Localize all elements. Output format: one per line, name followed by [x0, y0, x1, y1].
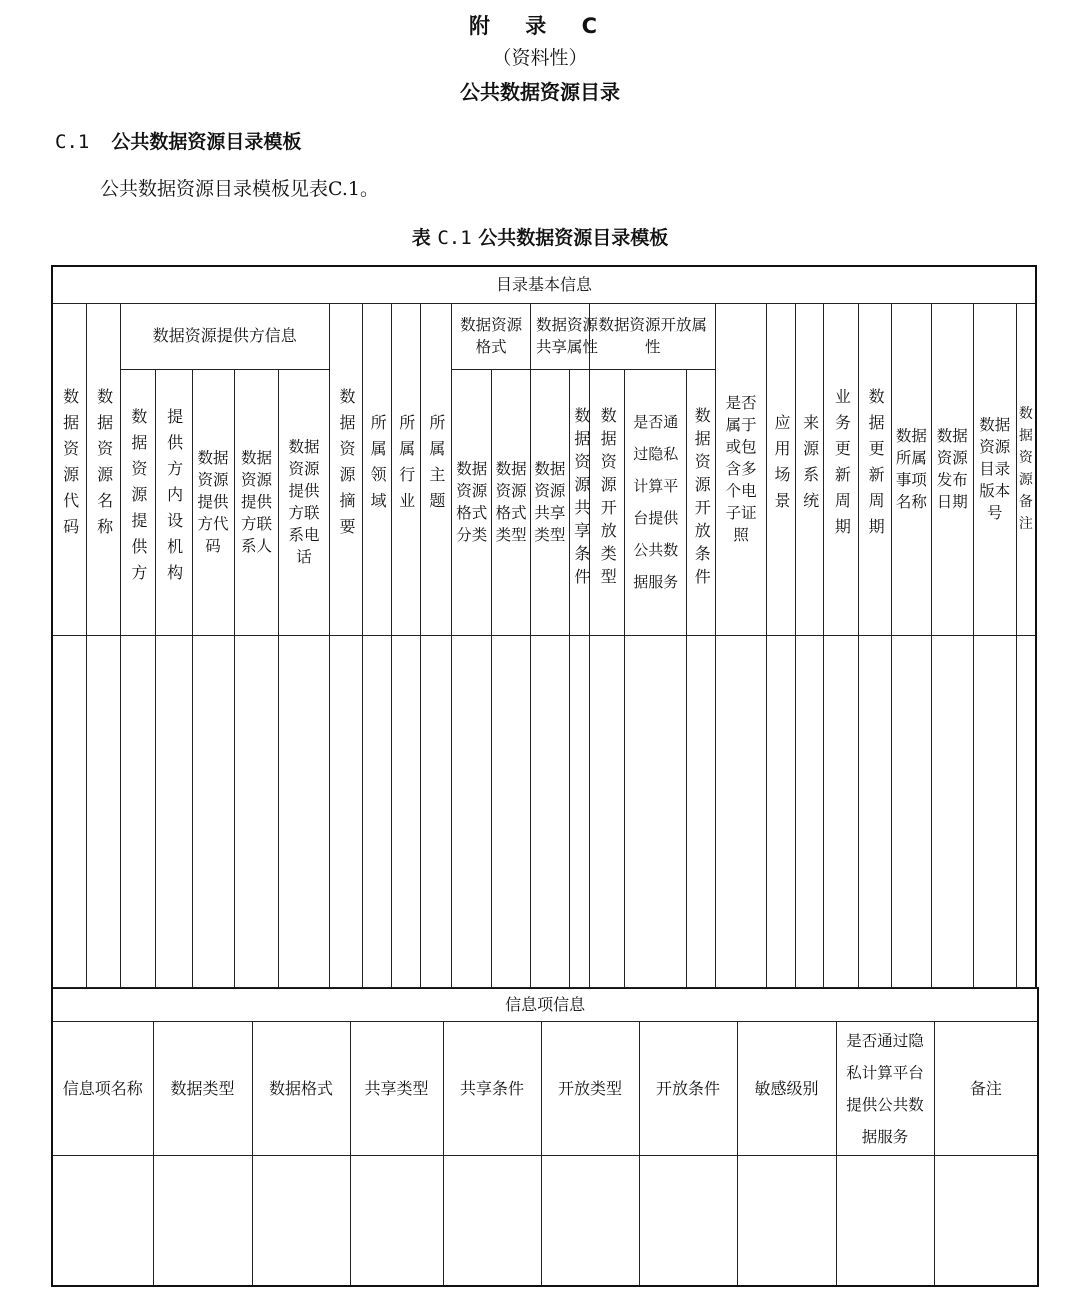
basic-data-row	[52, 635, 1036, 988]
group-open: 数据资源开放属性	[590, 303, 716, 369]
col-name: 数据资源名称	[87, 303, 121, 635]
group-provider: 数据资源提供方信息	[121, 303, 330, 369]
group-share: 数据资源共享属性	[531, 303, 590, 369]
section-title: 公共数据资源目录模板	[111, 131, 302, 153]
item-col-privacy-service: 是否通过隐私计算平台提供公共数据服务	[836, 1022, 934, 1156]
col-provider-org: 数据资源提供方	[121, 369, 156, 635]
basic-info-title: 目录基本信息	[52, 266, 1036, 303]
item-data-row	[52, 1156, 1038, 1286]
info-item-title: 信息项信息	[52, 988, 1038, 1022]
col-publish-date: 数据资源发布日期	[931, 303, 973, 635]
item-col-share-type: 共享类型	[350, 1022, 443, 1156]
caption-prefix: 表	[411, 227, 431, 249]
col-remark: 数据资源备注	[1016, 303, 1036, 635]
col-open-type: 数据资源开放类型	[590, 369, 625, 635]
col-version: 数据资源目录版本号	[973, 303, 1016, 635]
col-update-cycle: 业务更新周期	[824, 303, 859, 635]
section-number: C.1	[55, 131, 90, 153]
col-code: 数据资源代码	[52, 303, 87, 635]
section-heading	[55, 127, 301, 154]
col-privacy-service: 是否通过隐私计算平台提供公共数据服务	[625, 369, 687, 635]
item-col-data-type: 数据类型	[153, 1022, 252, 1156]
col-provider-dept: 提供方内设机构	[155, 369, 192, 635]
item-col-data-format: 数据格式	[252, 1022, 350, 1156]
col-format-type: 数据资源格式类型	[492, 369, 531, 635]
col-share-type: 数据资源共享类型	[531, 369, 570, 635]
appendix-title: 公共数据资源目录	[460, 80, 620, 104]
col-share-condition: 数据资源共享条件	[569, 369, 589, 635]
group-format: 数据资源格式	[452, 303, 531, 369]
col-matter-name: 数据所属事项名称	[891, 303, 931, 635]
item-col-share-condition: 共享条件	[443, 1022, 541, 1156]
appendix-label: 附 录 C	[468, 14, 612, 38]
col-topic: 所属主题	[420, 303, 452, 635]
item-col-remark: 备注	[934, 1022, 1038, 1156]
col-provider-contact: 数据资源提供方联系人	[234, 369, 279, 635]
col-provider-code: 数据资源提供方代码	[192, 369, 234, 635]
item-col-name: 信息项名称	[52, 1022, 153, 1156]
col-e-certificate: 是否属于或包含多个电子证照	[716, 303, 767, 635]
item-col-open-condition: 开放条件	[639, 1022, 737, 1156]
item-col-sensitivity: 敏感级别	[737, 1022, 836, 1156]
info-item-table	[51, 987, 1039, 1287]
item-col-open-type: 开放类型	[541, 1022, 639, 1156]
col-summary: 数据资源摘要	[329, 303, 363, 635]
table-caption	[0, 223, 1080, 250]
col-data-update-cycle: 数据更新周期	[859, 303, 892, 635]
catalog-basic-table	[51, 265, 1037, 989]
col-field: 所属领域	[363, 303, 392, 635]
col-format-category: 数据资源格式分类	[452, 369, 492, 635]
body-paragraph: 公共数据资源目录模板见表C.1。	[100, 178, 379, 200]
col-provider-phone: 数据资源提供方联系电话	[279, 369, 329, 635]
caption-title: 公共数据资源目录模板	[478, 227, 669, 249]
col-open-condition: 数据资源开放条件	[687, 369, 716, 635]
caption-number: C.1	[437, 227, 472, 249]
col-source-system: 来源系统	[795, 303, 824, 635]
col-scenario: 应用场景	[767, 303, 796, 635]
col-industry: 所属行业	[391, 303, 420, 635]
appendix-nature: （资料性）	[492, 47, 588, 69]
